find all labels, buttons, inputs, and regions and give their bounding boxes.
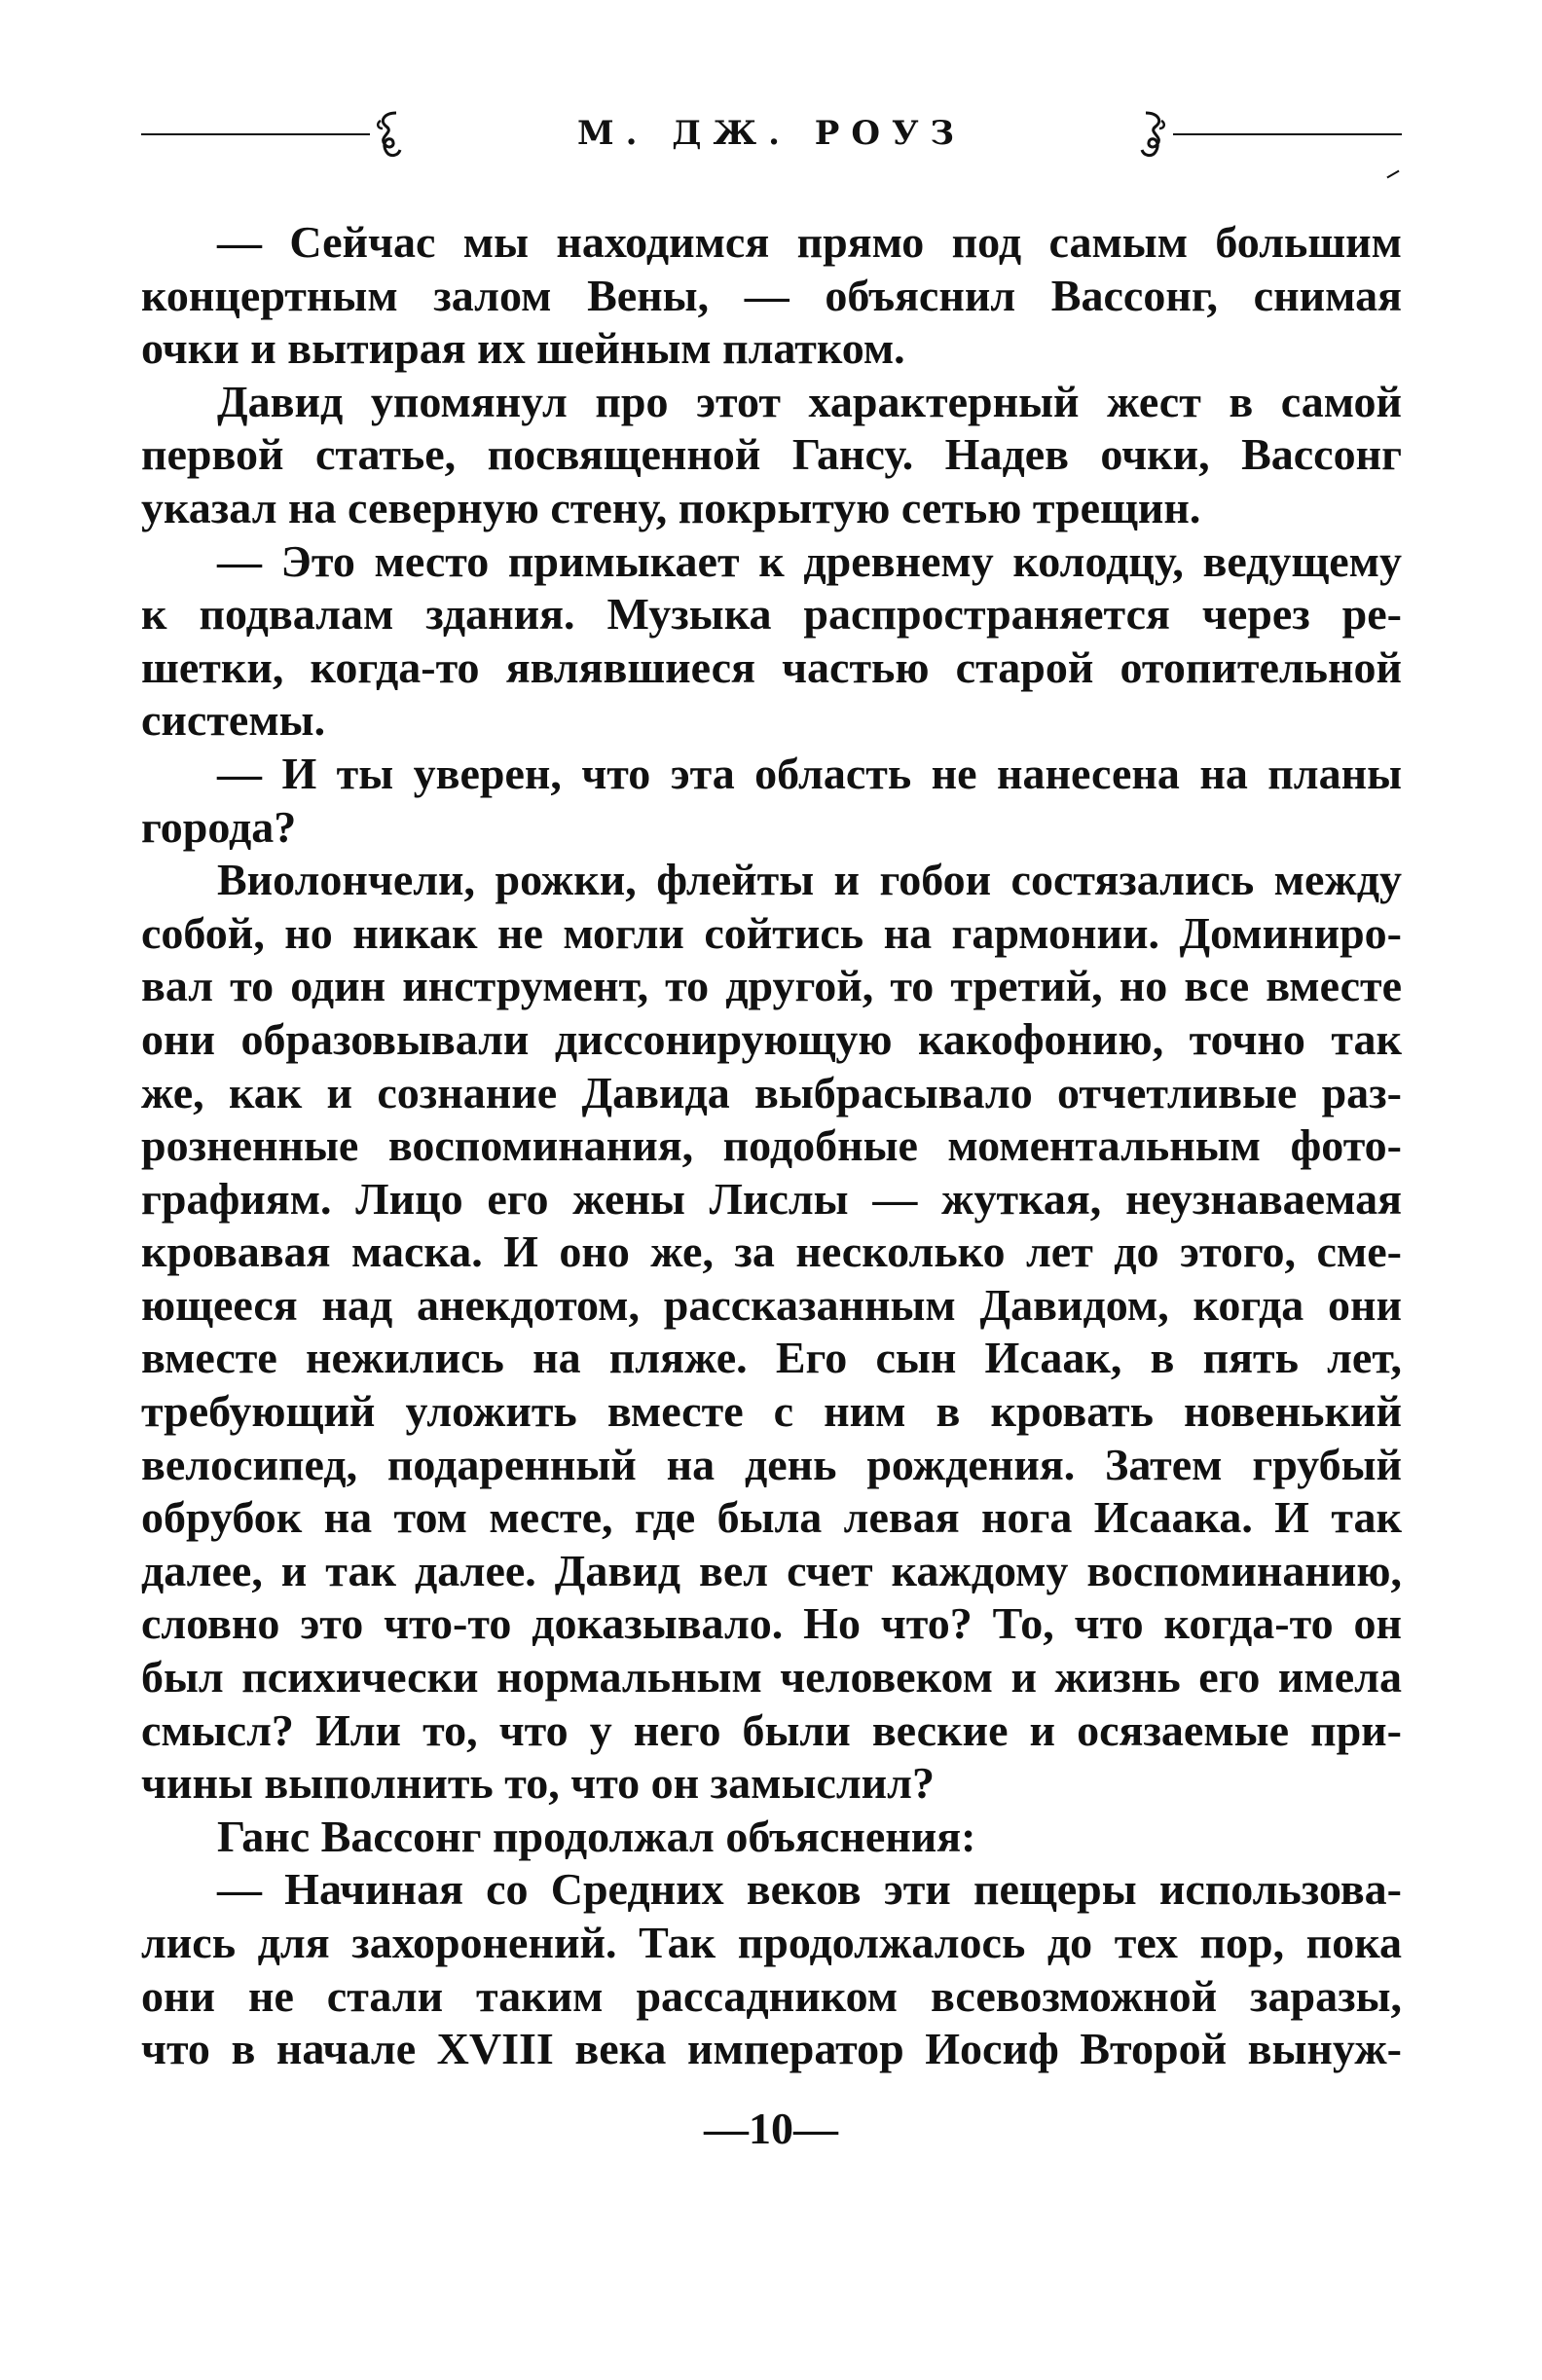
text-line: вместе нежились на пляже. Его сын Исаак, в пять лет,	[141, 1333, 1402, 1383]
text-line: лись для захоронений. Так продолжалось до тех пор, пока	[141, 1918, 1402, 1967]
running-header-author: М. ДЖ. РОУЗ	[576, 114, 967, 153]
page-number: —10—	[704, 2104, 838, 2153]
text-line: ющееся над анекдотом, рассказанным Давидом, когда они	[141, 1279, 1402, 1330]
text-line: обрубок на том месте, где была левая нога Исаака. И так	[141, 1492, 1402, 1543]
text-line: они образовывали диссонирующую какофонию, точно так	[141, 1013, 1402, 1064]
text-line: к подвалам здания. Музыка распространяется через ре-	[141, 589, 1402, 640]
stray-mark	[1386, 170, 1399, 179]
text-line: указал на северную стену, покрытую сетью трещин.	[141, 482, 1201, 532]
text-line: очки и вытирая их шейным платком.	[141, 323, 905, 374]
text-line: концертным залом Вены, — объяснил Вассонг, снимая	[141, 270, 1402, 320]
text-line: был психически нормальным человеком и жизнь его имела	[141, 1652, 1402, 1703]
paragraph	[141, 376, 1402, 535]
paragraph	[141, 535, 1402, 748]
running-header	[141, 107, 1402, 162]
paragraph	[141, 748, 1402, 854]
text-line: — Сейчас мы находимся прямо под самым большим	[217, 217, 1402, 267]
text-line: кровавая маска. И оно же, за несколько лет до этого, сме-	[141, 1227, 1402, 1277]
text-line: что в начале XVIII века император Иосиф Второй вынуж-	[141, 2024, 1402, 2074]
body-text	[141, 216, 1402, 2076]
ornament-left-icon	[367, 107, 410, 162]
text-line: города?	[141, 801, 297, 852]
text-line: они не стали таким рассадником всевозможной заразы,	[141, 1970, 1402, 2021]
text-line: системы.	[141, 695, 326, 746]
text-line: собой, но никак не могли сойтись на гармонии. Доминиро-	[141, 907, 1402, 958]
paragraph	[141, 1863, 1402, 2075]
ornament-right-icon	[1132, 107, 1175, 162]
text-line: велосипед, подаренный на день рождения. Затем грубый	[141, 1439, 1402, 1489]
text-line: вал то один инструмент, то другой, то третий, но все вместе	[141, 961, 1402, 1011]
text-line: словно это что-то доказывало. Но что? То, что когда-то он	[141, 1598, 1402, 1649]
text-line: смысл? Или то, что у него были веские и осязаемые при-	[141, 1704, 1402, 1755]
text-line: шетки, когда-то являвшиеся частью старой отопительной	[141, 641, 1402, 692]
text-line: — Это место примыкает к древнему колодцу, ведущему	[217, 535, 1402, 586]
text-line: же, как и сознание Давида выбрасывало отчетливые раз-	[141, 1067, 1402, 1117]
text-line: Ганс Вассонг продолжал объяснения:	[217, 1811, 976, 1861]
text-line: Виолончели, рожки, флейты и гобои состязались между	[217, 855, 1402, 905]
header-rule-right	[1173, 133, 1402, 135]
text-line: далее, и так далее. Давид вел счет каждому воспоминанию,	[141, 1545, 1402, 1595]
text-line: розненные воспоминания, подобные моментальным фото-	[141, 1120, 1402, 1171]
text-line: — И ты уверен, что эта область не нанесена на планы	[217, 748, 1402, 798]
text-line: требующий уложить вместе с ним в кровать новенький	[141, 1386, 1402, 1437]
paragraph	[141, 854, 1402, 1811]
text-line: графиям. Лицо его жены Лислы — жуткая, неузнаваемая	[141, 1173, 1402, 1224]
header-rule-left	[141, 133, 370, 135]
paragraph	[141, 216, 1402, 376]
paragraph	[141, 1811, 1402, 1864]
text-line: первой статье, посвященной Гансу. Надев очки, Вассонг	[141, 429, 1402, 480]
text-line: чины выполнить то, что он замыслил?	[141, 1758, 935, 1809]
text-line: Давид упомянул про этот характерный жест в самой	[217, 376, 1402, 426]
text-line: — Начиная со Средних веков эти пещеры использова-	[217, 1864, 1402, 1915]
